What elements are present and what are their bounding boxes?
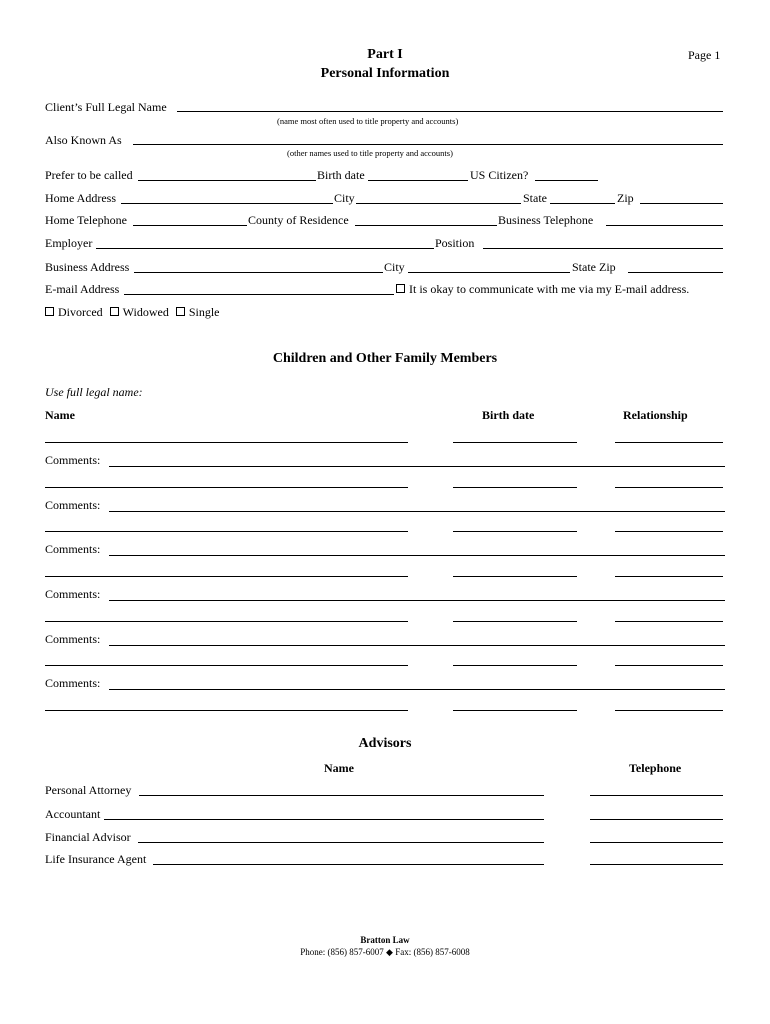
child-birthdate-field[interactable]	[453, 710, 577, 711]
divorced-checkbox[interactable]	[45, 307, 54, 316]
business-city-field[interactable]	[408, 259, 570, 273]
employer-field[interactable]	[96, 235, 434, 249]
comments-label: Comments:	[45, 587, 101, 601]
comments-label: Comments:	[45, 498, 101, 512]
state-field[interactable]	[550, 190, 615, 204]
personal-attorney-telephone-field[interactable]	[590, 795, 723, 796]
aka-field[interactable]	[133, 131, 723, 145]
financial-advisor-label: Financial Advisor	[45, 830, 131, 844]
life-insurance-agent-label: Life Insurance Agent	[45, 852, 147, 866]
child-name-field[interactable]	[45, 621, 408, 622]
child-birthdate-field[interactable]	[453, 665, 577, 666]
comments-label: Comments:	[45, 632, 101, 646]
business-telephone-label: Business Telephone	[498, 213, 594, 227]
us-citizen-field[interactable]	[535, 167, 598, 181]
child-birthdate-field[interactable]	[453, 531, 577, 532]
widowed-label: Widowed	[122, 305, 169, 319]
zip-field[interactable]	[640, 190, 723, 204]
us-citizen-label: US Citizen?	[470, 168, 529, 182]
personal-attorney-label: Personal Attorney	[45, 783, 132, 797]
position-label: Position	[435, 236, 475, 250]
email-label: E-mail Address	[45, 282, 120, 296]
child-relationship-field[interactable]	[615, 576, 723, 577]
birth-date-label: Birth date	[317, 168, 365, 182]
financial-advisor-name-field[interactable]	[138, 842, 544, 843]
child-birthdate-field[interactable]	[453, 576, 577, 577]
accountant-telephone-field[interactable]	[590, 819, 723, 820]
comments-field[interactable]	[109, 645, 725, 646]
child-name-field[interactable]	[45, 710, 408, 711]
comments-field[interactable]	[109, 600, 725, 601]
comments-label: Comments:	[45, 676, 101, 690]
city-label: City	[334, 191, 355, 205]
position-field[interactable]	[483, 235, 723, 249]
full-legal-name-label: Client’s Full Legal Name	[45, 100, 167, 114]
comments-label: Comments:	[45, 453, 101, 467]
aka-label: Also Known As	[45, 133, 122, 147]
child-name-field[interactable]	[45, 531, 408, 532]
personal-attorney-name-field[interactable]	[139, 795, 544, 796]
comments-label: Comments:	[45, 542, 101, 556]
children-col-birth: Birth date	[482, 408, 535, 422]
advisors-col-telephone: Telephone	[629, 761, 682, 775]
business-telephone-field[interactable]	[606, 212, 723, 226]
divorced-label: Divorced	[58, 305, 103, 319]
email-consent-checkbox[interactable]	[396, 284, 405, 293]
footer-contact: Phone: (856) 857-6007 ◆ Fax: (856) 857-6008	[300, 947, 470, 957]
footer-firm: Bratton Law	[360, 935, 410, 945]
home-telephone-field[interactable]	[133, 212, 247, 226]
child-birthdate-field[interactable]	[453, 442, 577, 443]
single-label: Single	[188, 305, 220, 319]
business-address-label: Business Address	[45, 260, 130, 274]
child-relationship-field[interactable]	[615, 442, 723, 443]
home-address-label: Home Address	[45, 191, 116, 205]
email-consent-label: It is okay to communicate with me via my E-mail address.	[409, 282, 690, 296]
child-name-field[interactable]	[45, 487, 408, 488]
county-field[interactable]	[355, 212, 497, 226]
employer-label: Employer	[45, 236, 93, 250]
home-telephone-label: Home Telephone	[45, 213, 127, 227]
email-consent[interactable]	[396, 282, 689, 296]
full-legal-name-hint: (name most often used to title property and accounts)	[277, 116, 459, 126]
advisors-col-name: Name	[324, 761, 354, 775]
child-relationship-field[interactable]	[615, 621, 723, 622]
birth-date-field[interactable]	[368, 167, 468, 181]
page-number: Page 1	[688, 48, 721, 62]
aka-hint: (other names used to title property and accounts)	[287, 148, 453, 158]
email-field[interactable]	[124, 281, 394, 295]
comments-field[interactable]	[109, 689, 725, 690]
child-relationship-field[interactable]	[615, 487, 723, 488]
page-title: Personal Information	[320, 66, 450, 81]
home-address-field[interactable]	[121, 190, 333, 204]
accountant-name-field[interactable]	[104, 819, 544, 820]
marital-status-options	[45, 305, 220, 319]
business-city-label: City	[384, 260, 405, 274]
city-field[interactable]	[356, 190, 521, 204]
zip-label: Zip	[617, 191, 634, 205]
comments-field[interactable]	[109, 555, 725, 556]
single-checkbox[interactable]	[176, 307, 185, 316]
business-state-zip-field[interactable]	[628, 259, 723, 273]
life-insurance-agent-telephone-field[interactable]	[590, 864, 723, 865]
child-birthdate-field[interactable]	[453, 621, 577, 622]
state-label: State	[523, 191, 547, 205]
child-relationship-field[interactable]	[615, 531, 723, 532]
advisors-heading: Advisors	[358, 736, 412, 751]
child-relationship-field[interactable]	[615, 710, 723, 711]
financial-advisor-telephone-field[interactable]	[590, 842, 723, 843]
prefer-label: Prefer to be called	[45, 168, 133, 182]
children-heading: Children and Other Family Members	[272, 351, 498, 366]
life-insurance-agent-name-field[interactable]	[153, 864, 544, 865]
child-name-field[interactable]	[45, 442, 408, 443]
children-col-name: Name	[45, 408, 75, 422]
children-col-relationship: Relationship	[623, 408, 688, 422]
prefer-field[interactable]	[138, 167, 316, 181]
child-name-field[interactable]	[45, 576, 408, 577]
business-state-zip-label: State Zip	[572, 260, 616, 274]
accountant-label: Accountant	[45, 807, 101, 821]
widowed-checkbox[interactable]	[110, 307, 119, 316]
full-legal-name-field[interactable]	[177, 98, 723, 112]
child-relationship-field[interactable]	[615, 665, 723, 666]
business-address-field[interactable]	[134, 259, 383, 273]
part-label: Part I	[367, 47, 403, 62]
children-instruction: Use full legal name:	[45, 385, 143, 399]
child-name-field[interactable]	[45, 665, 408, 666]
county-label: County of Residence	[248, 213, 349, 227]
comments-field[interactable]	[109, 511, 725, 512]
comments-field[interactable]	[109, 466, 725, 467]
child-birthdate-field[interactable]	[453, 487, 577, 488]
